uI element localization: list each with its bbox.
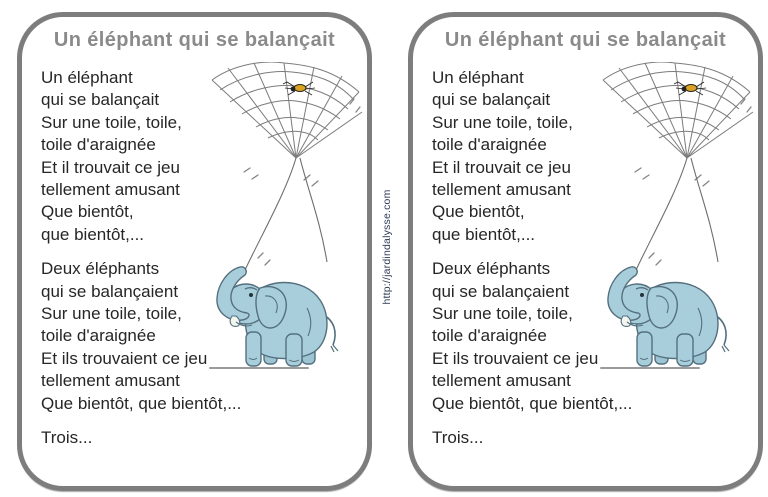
lyrics-line: tellement amusant	[41, 371, 180, 391]
lyrics-line: qui se balançait	[432, 90, 551, 110]
lyrics-line: Un éléphant	[432, 68, 524, 87]
lyrics-line: Deux éléphants	[432, 259, 551, 279]
spider-web-icon	[212, 62, 362, 158]
elephant-icon	[608, 267, 729, 366]
spider-web-icon	[603, 62, 753, 158]
elephant-on-web-illustration	[204, 62, 364, 392]
lyrics-line: tellement amusant	[432, 371, 571, 391]
lyrics-line: qui se balançaient	[432, 281, 570, 301]
lyrics-line: Que bientôt, que bientôt,...	[432, 393, 633, 413]
elephant-on-web-illustration	[595, 62, 755, 392]
song-card-left	[17, 12, 372, 491]
lyrics-line: Sur une toile, toile,	[432, 304, 573, 324]
lyrics-line: Que bientôt,	[41, 202, 134, 222]
closing-line: Trois...	[432, 428, 484, 448]
lyrics-line: Deux éléphants	[41, 259, 160, 279]
lyrics-line: Sur une toile, toile,	[41, 112, 182, 132]
card-title: Un éléphant qui se balançait	[444, 29, 727, 51]
lyrics-line: Un éléphant	[41, 68, 133, 87]
lyrics-line: tellement amusant	[432, 180, 571, 200]
song-card-right	[408, 12, 763, 491]
lyrics-line: tellement amusant	[41, 180, 180, 200]
lyrics-line: qui se balançaient	[41, 281, 179, 301]
watermark-url: http://jardindalysse.com	[381, 189, 393, 305]
lyrics-line: Et il trouvait ce jeu	[41, 157, 180, 177]
closing-line: Trois...	[41, 428, 93, 448]
lyrics-line: que bientôt,...	[41, 224, 145, 244]
lyrics-line: toile d'araignée	[432, 135, 547, 155]
lyrics-line: Que bientôt,	[432, 202, 525, 222]
lyrics-line: Et ils trouvaient ce jeu	[41, 348, 208, 368]
lyrics-line: Et il trouvait ce jeu	[432, 157, 571, 177]
lyrics-line: toile d'araignée	[41, 326, 156, 346]
lyrics-line: toile d'araignée	[41, 135, 156, 155]
elephant-icon	[217, 267, 338, 366]
lyrics-line: Que bientôt, que bientôt,...	[41, 393, 242, 413]
lyrics-line: Sur une toile, toile,	[41, 304, 182, 324]
card-title: Un éléphant qui se balançait	[53, 29, 336, 51]
lyrics-line: qui se balançait	[41, 90, 160, 110]
lyrics-line: toile d'araignée	[432, 326, 547, 346]
lyrics-line: Sur une toile, toile,	[432, 112, 573, 132]
lyrics-line: Et ils trouvaient ce jeu	[432, 348, 599, 368]
lyrics-line: que bientôt,...	[432, 224, 536, 244]
